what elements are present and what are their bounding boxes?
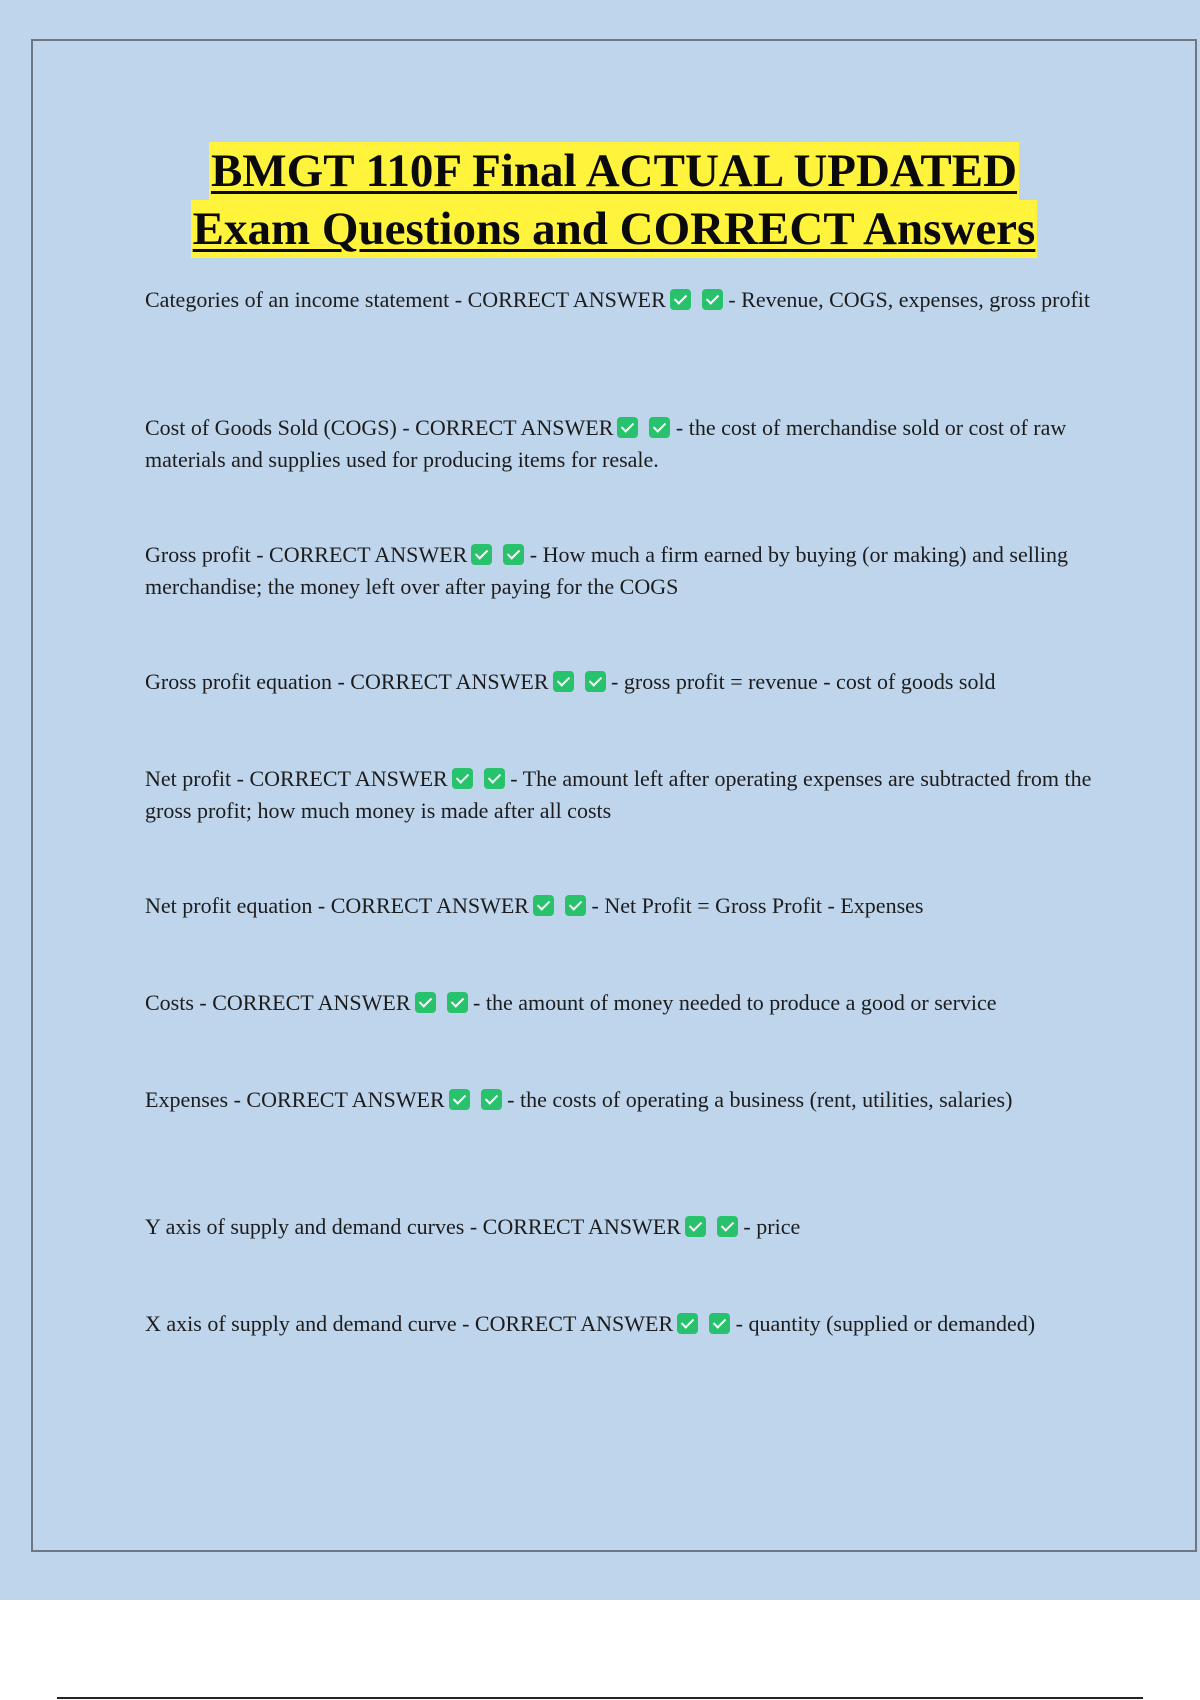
check-mark-icon: [677, 1313, 698, 1334]
answer-marker: CORRECT ANSWER: [212, 990, 411, 1015]
check-mark-icon: [553, 671, 574, 692]
check-mark-icon: [447, 992, 468, 1013]
qa-item: Net profit equation - CORRECT ANSWER - Net Profit = Gross Profit - Expenses: [145, 893, 924, 918]
answer-marker: CORRECT ANSWER: [350, 669, 549, 694]
document-title: [31, 142, 1197, 258]
question-text: Net profit: [145, 766, 232, 791]
qa-item: X axis of supply and demand curve - CORRECT ANSWER - quantity (supplied or demanded): [145, 1311, 1036, 1336]
qa-item: Y axis of supply and demand curves - CORRECT ANSWER - price: [145, 1214, 801, 1239]
check-mark-icon: [649, 417, 670, 438]
question-text: Y axis of supply and demand curves: [145, 1214, 465, 1239]
answer-text: the costs of operating a business (rent, utilities, salaries): [520, 1087, 1013, 1112]
question-text: Cost of Goods Sold (COGS): [145, 415, 397, 440]
qa-item: Categories of an income statement - CORRECT ANSWER - Revenue, COGS, expenses, gross profit: [145, 287, 1091, 312]
answer-marker: CORRECT ANSWER: [246, 1087, 445, 1112]
answer-text: How much a firm earned by buying (or making) and selling merchandise; the money left over after paying for the COGS: [145, 542, 1069, 599]
check-mark-icon: [565, 895, 586, 916]
qa-item: Expenses - CORRECT ANSWER - the costs of operating a business (rent, utilities, salaries): [145, 1087, 1013, 1112]
question-text: X axis of supply and demand curve: [145, 1311, 457, 1336]
check-mark-icon: [709, 1313, 730, 1334]
question-text: Gross profit: [145, 542, 251, 567]
check-mark-icon: [471, 544, 492, 565]
check-mark-icon: [415, 992, 436, 1013]
answer-marker: CORRECT ANSWER: [269, 542, 468, 567]
answer-marker: CORRECT ANSWER: [415, 415, 614, 440]
answer-text: quantity (supplied or demanded): [748, 1311, 1036, 1336]
footer-divider: [57, 1697, 1143, 1699]
answer-text: Revenue, COGS, expenses, gross profit: [741, 287, 1091, 312]
check-mark-icon: [449, 1089, 470, 1110]
qa-item: Costs - CORRECT ANSWER - the amount of money needed to produce a good or service: [145, 990, 997, 1015]
answer-marker: CORRECT ANSWER: [482, 1214, 681, 1239]
check-mark-icon: [503, 544, 524, 565]
question-text: Gross profit equation: [145, 669, 332, 694]
question-text: Expenses: [145, 1087, 229, 1112]
question-text: Costs: [145, 990, 194, 1015]
question-text: Categories of an income statement: [145, 287, 450, 312]
answer-text: The amount left after operating expenses are subtracted from the gross profit; how much money is made after all costs: [145, 766, 1092, 823]
answer-marker: CORRECT ANSWER: [249, 766, 448, 791]
title-line-2: Exam Questions and CORRECT Answers: [191, 200, 1038, 258]
qa-item: Gross profit - CORRECT ANSWER - How much a firm earned by buying (or making) and selling merchandise; the money left over after paying for the COGS: [145, 542, 1069, 599]
check-mark-icon: [702, 289, 723, 310]
qa-item: Gross profit equation - CORRECT ANSWER - gross profit = revenue - cost of goods sold: [145, 669, 996, 694]
answer-marker: CORRECT ANSWER: [474, 1311, 674, 1336]
answer-marker: CORRECT ANSWER: [330, 893, 529, 918]
answer-marker: CORRECT ANSWER: [467, 287, 666, 312]
answer-text: gross profit = revenue - cost of goods sold: [623, 669, 996, 694]
check-mark-icon: [533, 895, 554, 916]
title-line-1: BMGT 110F Final ACTUAL UPDATED: [209, 142, 1019, 200]
answer-text: the cost of merchandise sold or cost of raw materials and supplies used for producing items for resale.: [145, 415, 1067, 472]
answer-text: Net Profit = Gross Profit - Expenses: [604, 893, 924, 918]
check-mark-icon: [452, 768, 473, 789]
check-mark-icon: [617, 417, 638, 438]
qa-item: Cost of Goods Sold (COGS) - CORRECT ANSWER - the cost of merchandise sold or cost of raw materials and supplies used for producing items for resale.: [145, 415, 1067, 472]
check-mark-icon: [670, 289, 691, 310]
question-text: Net profit equation: [145, 893, 313, 918]
check-mark-icon: [481, 1089, 502, 1110]
qa-item: Net profit - CORRECT ANSWER - The amount left after operating expenses are subtracted from the gross profit; how much money is made after all costs: [145, 766, 1092, 823]
check-mark-icon: [685, 1216, 706, 1237]
answer-text: the amount of money needed to produce a good or service: [485, 990, 997, 1015]
check-mark-icon: [484, 768, 505, 789]
check-mark-icon: [717, 1216, 738, 1237]
answer-text: price: [756, 1214, 801, 1239]
check-mark-icon: [585, 671, 606, 692]
